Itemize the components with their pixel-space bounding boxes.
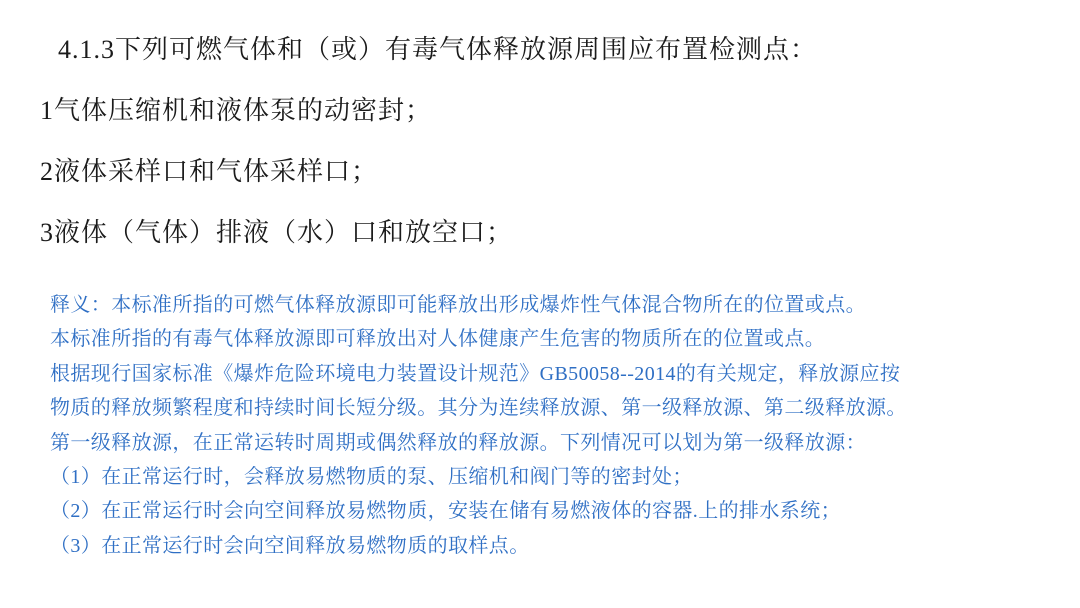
note-line: 本标准所指的有毒气体释放源即可释放出对人体健康产生危害的物质所在的位置或点。	[50, 328, 826, 351]
interpretation-note	[50, 288, 1040, 563]
clause-list	[40, 91, 1040, 252]
note-line: （2）在正常运行时会向空间释放易燃物质，安装在储有易燃液体的容器.上的排水系统；	[50, 500, 841, 523]
note-line: （3）在正常运行时会向空间释放易燃物质的取样点。	[50, 534, 530, 557]
note-line: 释义：本标准所指的可燃气体释放源即可能释放出形成爆炸性气体混合物所在的位置或点。	[50, 294, 866, 316]
note-line: 物质的释放频繁程度和持续时间长短分级。其分为连续释放源、第一级释放源、第二级释放源。	[50, 397, 907, 420]
note-line: （1）在正常运行时，会释放易燃物质的泵、压缩机和阀门等的密封处；	[50, 465, 693, 488]
clause-heading: 4.1.3下列可燃气体和（或）有毒气体释放源周围应布置检测点：	[58, 35, 818, 64]
note-line: 根据现行国家标准《爆炸危险环境电力装置设计规范》GB50058--2014的有关规定，释放源应按	[50, 362, 901, 385]
note-line: 第一级释放源，在正常运转时周期或偶然释放的释放源。下列情况可以划为第一级释放源：	[50, 431, 866, 454]
list-item: 3液体（气体）排液（水）口和放空口；	[40, 218, 514, 247]
list-item: 1气体压缩机和液体泵的动密封；	[40, 96, 433, 125]
list-item: 2液体采样口和气体采样口；	[40, 157, 379, 186]
